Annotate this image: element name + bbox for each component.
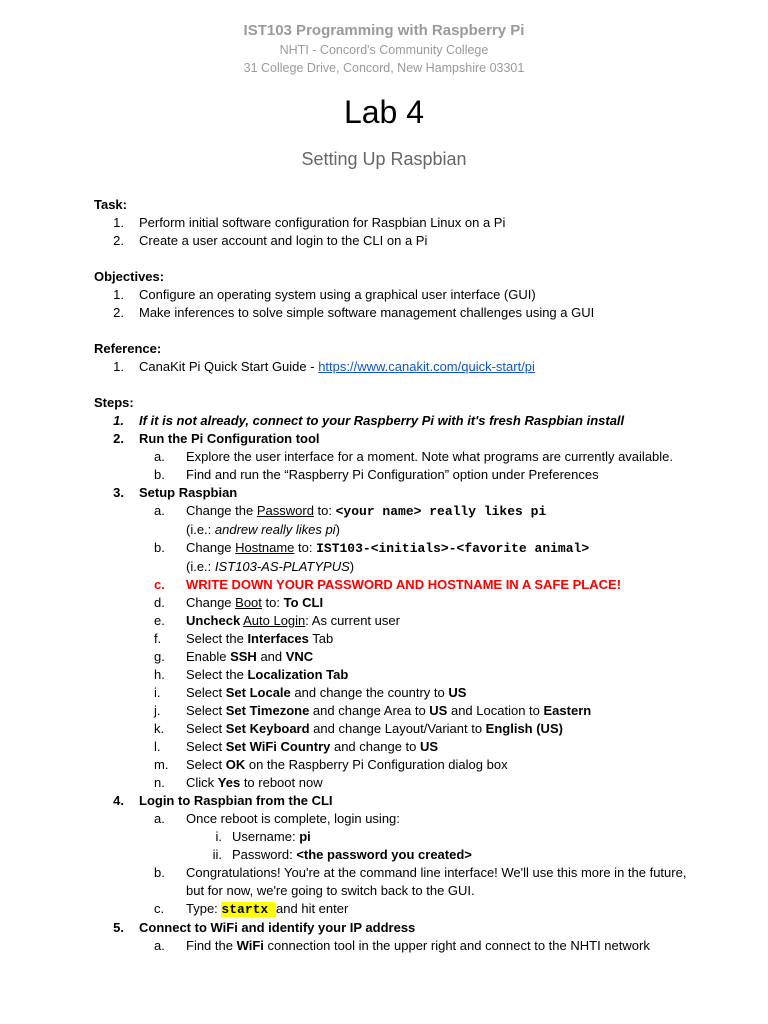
- text: Set Locale: [225, 685, 291, 700]
- list-marker: c.: [154, 577, 165, 592]
- substep-continuation: [94, 882, 714, 900]
- list-item: [94, 304, 714, 322]
- list-marker: a.: [154, 503, 165, 518]
- text: ): [349, 559, 355, 574]
- list-marker: 2.: [113, 431, 124, 446]
- objectives-heading: Objectives:: [94, 269, 165, 284]
- text: Password:: [232, 847, 297, 862]
- text: Type:: [186, 901, 222, 916]
- text: English (US): [485, 721, 563, 736]
- text: Localization Tab: [247, 667, 349, 682]
- substep: [94, 448, 714, 466]
- text: and change to: [330, 739, 420, 754]
- objectives-list: [94, 286, 714, 322]
- substep: [94, 937, 714, 955]
- text: Select the: [186, 667, 248, 682]
- text: on the Raspberry Pi Configuration dialog box: [245, 757, 508, 772]
- text: Hostname: [235, 540, 295, 555]
- text: and change the country to: [290, 685, 449, 700]
- substep: [94, 900, 714, 919]
- warning-text: WRITE DOWN YOUR PASSWORD AND HOSTNAME IN A SAFE PLACE!: [186, 577, 622, 592]
- text: Eastern: [543, 703, 592, 718]
- text: Click: [186, 775, 218, 790]
- text: Boot: [235, 595, 262, 610]
- substep: [94, 774, 714, 792]
- list-marker: 2.: [113, 305, 124, 320]
- substep-continuation: [94, 558, 714, 576]
- text: to:: [313, 503, 336, 518]
- text: andrew really likes pi: [214, 522, 336, 537]
- reference-list: [94, 358, 714, 376]
- text: Find the: [186, 938, 237, 953]
- step-3: [94, 484, 714, 502]
- list-marker: i.: [215, 829, 222, 844]
- objective-item-text: Make inferences to solve simple software management challenges using a GUI: [139, 305, 595, 320]
- substep: [94, 594, 714, 612]
- step-1: [94, 412, 714, 430]
- text: To CLI: [283, 595, 324, 610]
- text: Auto Login: [243, 613, 306, 628]
- text: Enable: [186, 649, 231, 664]
- text: Set Keyboard: [225, 721, 310, 736]
- text: Select: [186, 739, 226, 754]
- text: : As current user: [305, 613, 400, 628]
- text: <the password you created>: [296, 847, 472, 862]
- list-marker: m.: [154, 757, 169, 772]
- text: and hit enter: [276, 901, 349, 916]
- text: US: [429, 703, 448, 718]
- text: Uncheck: [186, 613, 241, 628]
- text: Change the: [186, 503, 257, 518]
- text: to reboot now: [240, 775, 323, 790]
- substep: [94, 720, 714, 738]
- step-title: Login to Raspbian from the CLI: [139, 793, 333, 808]
- substep: [94, 684, 714, 702]
- substep: [94, 630, 714, 648]
- school-address: 31 College Drive, Concord, New Hampshire 03301: [243, 61, 525, 75]
- list-marker: b.: [154, 540, 165, 555]
- startx-code: startx: [221, 902, 277, 917]
- step-2: [94, 430, 714, 448]
- text: pi: [299, 829, 311, 844]
- sub-substep: [94, 828, 714, 846]
- text: Username:: [232, 829, 300, 844]
- step-4: [94, 792, 714, 810]
- text: OK: [225, 757, 246, 772]
- task-item-text: Perform initial software configuration for Raspbian Linux on a Pi: [139, 215, 506, 230]
- text: Set Timezone: [225, 703, 310, 718]
- substep: [94, 648, 714, 666]
- reference-link[interactable]: https://www.canakit.com/quick-start/pi: [318, 359, 535, 374]
- substep-text: but for now, we're going to switch back to the GUI.: [186, 883, 475, 898]
- substep: [94, 864, 714, 882]
- list-marker: g.: [154, 649, 165, 664]
- list-marker: 3.: [113, 485, 124, 500]
- list-marker: e.: [154, 613, 165, 628]
- task-heading: Task:: [94, 197, 127, 212]
- list-item: [94, 286, 714, 304]
- substep: [94, 702, 714, 720]
- text: SSH: [230, 649, 257, 664]
- list-marker: h.: [154, 667, 165, 682]
- list-marker: l.: [154, 739, 161, 754]
- lab-subtitle: Setting Up Raspbian: [301, 149, 467, 169]
- school-name: NHTI - Concord's Community College: [279, 43, 489, 57]
- task-item-text: Create a user account and login to the CLI on a Pi: [139, 233, 428, 248]
- list-marker: ii.: [212, 847, 222, 862]
- substep-text: Find and run the “Raspberry Pi Configuration” option under Preferences: [186, 467, 599, 482]
- list-marker: a.: [154, 811, 165, 826]
- text: VNC: [285, 649, 314, 664]
- text: and: [256, 649, 286, 664]
- list-marker: j.: [154, 703, 161, 718]
- list-item: [94, 214, 714, 232]
- substep-text: Congratulations! You're at the command line interface! We'll use this more in the future,: [186, 865, 687, 880]
- substep: [94, 502, 714, 521]
- substep-continuation: [94, 521, 714, 539]
- substep: [94, 666, 714, 684]
- text: (i.e.:: [186, 559, 215, 574]
- substep: [94, 539, 714, 558]
- text: Yes: [217, 775, 241, 790]
- text: Select the: [186, 631, 248, 646]
- list-item: [94, 358, 714, 376]
- text: Change: [186, 595, 236, 610]
- steps-list: [94, 412, 714, 955]
- list-marker: 1.: [113, 413, 124, 428]
- text: to:: [294, 540, 317, 555]
- text: Select: [186, 685, 226, 700]
- text: IST103-AS-PLATYPUS: [214, 559, 350, 574]
- text: Change: [186, 540, 236, 555]
- text: Password: [256, 503, 314, 518]
- warning-substep: [94, 576, 714, 594]
- list-marker: d.: [154, 595, 165, 610]
- list-marker: 1.: [113, 215, 124, 230]
- text: Select: [186, 757, 226, 772]
- lab-content: [94, 196, 714, 955]
- substep: [94, 738, 714, 756]
- text: and change Layout/Variant to: [309, 721, 486, 736]
- text: US: [420, 739, 439, 754]
- text: connection tool in the upper right and connect to the NHTI network: [263, 938, 650, 953]
- steps-heading: Steps:: [94, 395, 134, 410]
- reference-heading: Reference:: [94, 341, 162, 356]
- list-marker: b.: [154, 467, 165, 482]
- lab-title: Lab 4: [343, 94, 425, 130]
- code-text: <your name> really likes pi: [335, 504, 547, 519]
- list-marker: b.: [154, 865, 165, 880]
- objective-item-text: Configure an operating system using a graphical user interface (GUI): [139, 287, 536, 302]
- substep: [94, 466, 714, 484]
- list-marker: a.: [154, 449, 165, 464]
- text: and Location to: [447, 703, 544, 718]
- list-marker: k.: [154, 721, 165, 736]
- substep: [94, 810, 714, 828]
- text: Tab: [308, 631, 334, 646]
- text: Select: [186, 721, 226, 736]
- reference-label: CanaKit Pi Quick Start Guide -: [139, 359, 319, 374]
- list-marker: 5.: [113, 920, 124, 935]
- list-marker: 1.: [113, 359, 124, 374]
- text: and change Area to: [309, 703, 430, 718]
- list-marker: f.: [154, 631, 162, 646]
- text: Select: [186, 703, 226, 718]
- substep: [94, 612, 714, 630]
- course-title: IST103 Programming with Raspberry Pi: [243, 22, 525, 39]
- list-item: [94, 232, 714, 250]
- step-title: Run the Pi Configuration tool: [139, 431, 320, 446]
- list-marker: i.: [154, 685, 161, 700]
- list-marker: n.: [154, 775, 165, 790]
- text: (i.e.:: [186, 522, 215, 537]
- text: WiFi: [236, 938, 264, 953]
- task-list: [94, 214, 714, 250]
- list-marker: 2.: [113, 233, 124, 248]
- step-title: Connect to WiFi and identify your IP address: [139, 920, 416, 935]
- code-text: IST103-<initials>-<favorite animal>: [316, 541, 590, 556]
- text: Interfaces: [247, 631, 309, 646]
- text: to:: [261, 595, 284, 610]
- substep-text: Explore the user interface for a moment. Note what programs are currently available.: [186, 449, 674, 464]
- list-marker: a.: [154, 938, 165, 953]
- step-5: [94, 919, 714, 937]
- substep: [94, 756, 714, 774]
- list-marker: c.: [154, 901, 165, 916]
- list-marker: 4.: [113, 793, 124, 808]
- substep-text: Once reboot is complete, login using:: [186, 811, 400, 826]
- text: Set WiFi Country: [225, 739, 331, 754]
- list-marker: 1.: [113, 287, 124, 302]
- sub-substep: [94, 846, 714, 864]
- step-title: Setup Raspbian: [139, 485, 238, 500]
- text: US: [448, 685, 467, 700]
- text: ): [335, 522, 340, 537]
- step-text: If it is not already, connect to your Raspberry Pi with it's fresh Raspbian install: [139, 413, 625, 428]
